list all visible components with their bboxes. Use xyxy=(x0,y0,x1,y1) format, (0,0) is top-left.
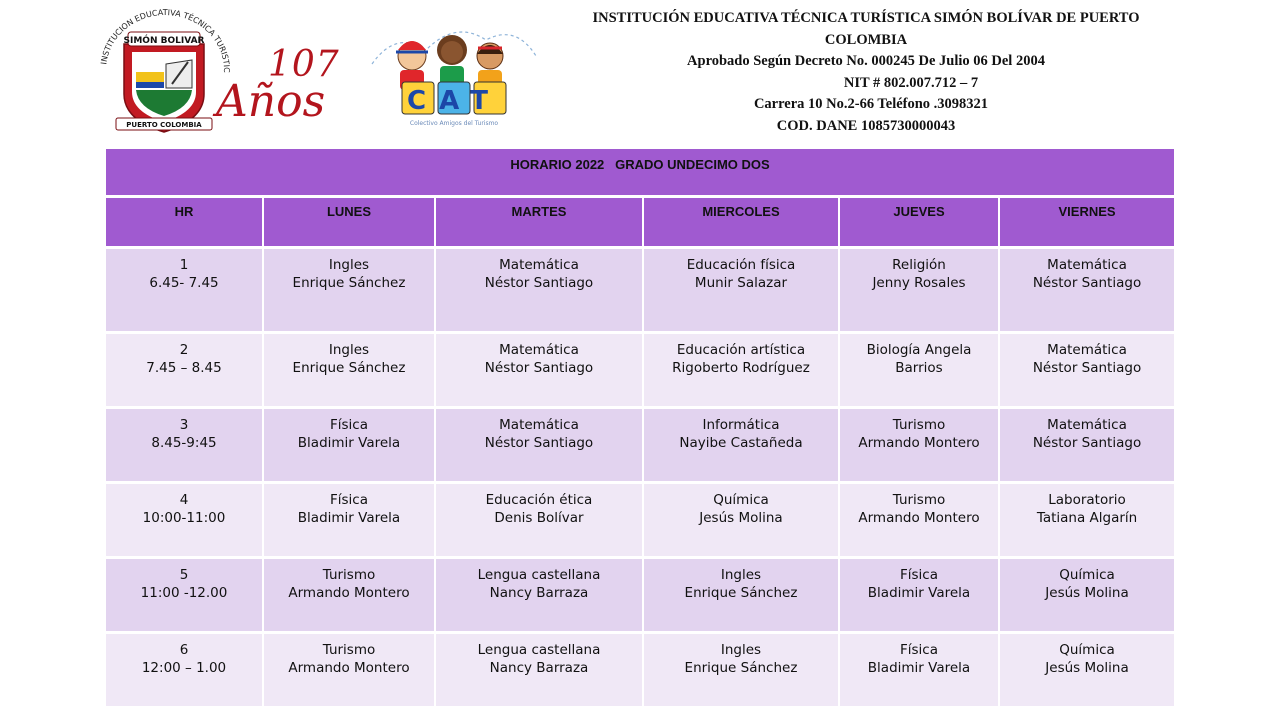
class-cell-martes xyxy=(436,559,642,631)
anniversary-word: Años xyxy=(216,76,326,127)
schedule-header-row xyxy=(106,198,1174,246)
subject-name: Biología Angela xyxy=(866,342,972,358)
class-cell-jueves xyxy=(840,249,998,331)
column-header-viernes: VIERNES xyxy=(1000,198,1174,246)
class-cell-viernes xyxy=(1000,634,1174,706)
teacher-name: Denis Bolívar xyxy=(494,510,584,526)
class-cell-miercoles xyxy=(644,334,838,406)
period-cell xyxy=(106,409,262,481)
subject-name: Matemática xyxy=(1047,417,1127,433)
class-cell-jueves xyxy=(840,634,998,706)
cat-tagline: Colectivo Amigos del Turismo xyxy=(409,120,499,127)
cat-emblem xyxy=(366,10,542,130)
class-cell-lunes xyxy=(264,249,434,331)
cat-logo xyxy=(366,10,542,130)
teacher-name: Néstor Santiago xyxy=(484,275,594,291)
period-cell xyxy=(106,334,262,406)
schedule-row xyxy=(106,559,1174,631)
class-cell-miercoles xyxy=(644,634,838,706)
subject-name: Ingles xyxy=(720,642,762,658)
teacher-name: Enrique Sánchez xyxy=(292,275,406,291)
period-time: 7.45 – 8.45 xyxy=(146,360,222,376)
subject-name: Lengua castellana xyxy=(477,642,601,658)
period-time: 12:00 – 1.00 xyxy=(141,660,227,676)
subject-name: Ingles xyxy=(328,257,370,273)
subject-name: Ingles xyxy=(328,342,370,358)
class-cell-martes xyxy=(436,334,642,406)
teacher-name: Jesús Molina xyxy=(1045,660,1129,676)
teacher-name: Nancy Barraza xyxy=(489,660,589,676)
teacher-name: Jesús Molina xyxy=(1045,585,1129,601)
period-time: 6.45- 7.45 xyxy=(149,275,219,291)
institution-dane: COD. DANE 1085730000043 xyxy=(776,117,956,134)
teacher-name: Rigoberto Rodríguez xyxy=(672,360,810,376)
teacher-name: Enrique Sánchez xyxy=(292,360,406,376)
class-cell-miercoles xyxy=(644,559,838,631)
school-shield-logo xyxy=(92,8,234,136)
institution-address: Carrera 10 No.2-66 Teléfono .3098321 xyxy=(753,96,989,112)
class-cell-lunes xyxy=(264,634,434,706)
teacher-name: Néstor Santiago xyxy=(1032,360,1142,376)
teacher-name: Néstor Santiago xyxy=(1032,275,1142,291)
class-cell-lunes xyxy=(264,409,434,481)
institution-name-line1: INSTITUCIÓN EDUCATIVA TÉCNICA TURÍSTICA SIMÓN BOLÍVAR DE PUERTO xyxy=(592,10,1140,26)
period-number: 6 xyxy=(179,642,189,658)
teacher-name: Néstor Santiago xyxy=(1032,435,1142,451)
period-cell xyxy=(106,559,262,631)
school-shield-emblem xyxy=(92,8,234,136)
class-cell-miercoles xyxy=(644,409,838,481)
subject-name: Ingles xyxy=(720,567,762,583)
shield-footer: PUERTO COLOMBIA xyxy=(126,121,202,129)
schedule-title-row xyxy=(106,149,1174,195)
schedule-row xyxy=(106,484,1174,556)
teacher-name: Enrique Sánchez xyxy=(684,660,798,676)
teacher-name: Nancy Barraza xyxy=(489,585,589,601)
subject-name: Matemática xyxy=(499,417,579,433)
teacher-name: Jesús Molina xyxy=(699,510,783,526)
column-header-miercoles: MIERCOLES xyxy=(644,198,838,246)
subject-name: Turismo xyxy=(892,492,946,508)
subject-name: Química xyxy=(1059,567,1115,583)
teacher-name: Bladimir Varela xyxy=(297,510,401,526)
subject-name: Matemática xyxy=(1047,257,1127,273)
teacher-name: Armando Montero xyxy=(288,585,410,601)
period-cell xyxy=(106,634,262,706)
teacher-name: Néstor Santiago xyxy=(484,360,594,376)
period-time: 11:00 -12.00 xyxy=(140,585,228,601)
shield-name: SIMÓN BOLIVAR xyxy=(123,36,205,46)
subject-name: Matemática xyxy=(499,342,579,358)
period-time: 8.45-9:45 xyxy=(151,435,217,451)
subject-name: Química xyxy=(1059,642,1115,658)
institution-info xyxy=(570,8,1162,137)
class-cell-viernes xyxy=(1000,484,1174,556)
schedule-row xyxy=(106,249,1174,331)
class-cell-martes xyxy=(436,249,642,331)
cat-letters: CAT xyxy=(407,86,501,116)
teacher-name: Munir Salazar xyxy=(694,275,788,291)
class-cell-martes xyxy=(436,409,642,481)
class-cell-jueves xyxy=(840,334,998,406)
institution-name-line2: COLOMBIA xyxy=(824,31,908,48)
subject-name: Religión xyxy=(892,257,946,273)
subject-name: Educación artística xyxy=(676,342,806,358)
teacher-name: Nayibe Castañeda xyxy=(679,435,803,451)
subject-name: Física xyxy=(900,567,938,583)
institution-decree: Aprobado Según Decreto No. 000245 De Julio 06 Del 2004 xyxy=(687,53,1045,69)
column-header-hr: HR xyxy=(106,198,262,246)
anniversary-logo xyxy=(216,44,342,132)
schedule-row xyxy=(106,334,1174,406)
class-cell-jueves xyxy=(840,484,998,556)
subject-name: Física xyxy=(900,642,938,658)
teacher-name: Armando Montero xyxy=(858,435,980,451)
period-time: 10:00-11:00 xyxy=(142,510,226,526)
subject-name: Turismo xyxy=(892,417,946,433)
class-cell-miercoles xyxy=(644,249,838,331)
class-cell-jueves xyxy=(840,559,998,631)
schedule-row xyxy=(106,409,1174,481)
shield-arc-text: INSTITUCION EDUCATIVA TÉCNICA TURISTIC xyxy=(99,8,232,73)
subject-name: Matemática xyxy=(1047,342,1127,358)
class-cell-martes xyxy=(436,634,642,706)
period-number: 5 xyxy=(179,567,189,583)
teacher-name: Bladimir Varela xyxy=(297,435,401,451)
subject-name: Turismo xyxy=(322,567,376,583)
class-cell-jueves xyxy=(840,409,998,481)
class-cell-viernes xyxy=(1000,334,1174,406)
subject-name: Física xyxy=(330,492,368,508)
class-cell-lunes xyxy=(264,484,434,556)
subject-name: Lengua castellana xyxy=(477,567,601,583)
subject-name: Turismo xyxy=(322,642,376,658)
teacher-name: Barrios xyxy=(895,360,943,376)
period-cell xyxy=(106,484,262,556)
class-cell-miercoles xyxy=(644,484,838,556)
class-cell-viernes xyxy=(1000,249,1174,331)
teacher-name: Bladimir Varela xyxy=(867,660,971,676)
teacher-name: Enrique Sánchez xyxy=(684,585,798,601)
class-cell-viernes xyxy=(1000,409,1174,481)
subject-name: Educación ética xyxy=(485,492,593,508)
schedule-title: HORARIO 2022 GRADO UNDECIMO DOS xyxy=(106,149,1174,195)
teacher-name: Néstor Santiago xyxy=(484,435,594,451)
schedule-row xyxy=(106,634,1174,706)
period-number: 3 xyxy=(179,417,189,433)
teacher-name: Armando Montero xyxy=(288,660,410,676)
column-header-martes: MARTES xyxy=(436,198,642,246)
subject-name: Matemática xyxy=(499,257,579,273)
teacher-name: Armando Montero xyxy=(858,510,980,526)
teacher-name: Tatiana Algarín xyxy=(1036,510,1138,526)
period-number: 1 xyxy=(179,257,189,273)
subject-name: Informática xyxy=(702,417,780,433)
column-header-lunes: LUNES xyxy=(264,198,434,246)
period-number: 2 xyxy=(179,342,189,358)
class-cell-lunes xyxy=(264,559,434,631)
subject-name: Laboratorio xyxy=(1048,492,1126,508)
class-cell-lunes xyxy=(264,334,434,406)
column-header-jueves: JUEVES xyxy=(840,198,998,246)
class-cell-martes xyxy=(436,484,642,556)
period-number: 4 xyxy=(179,492,189,508)
anniversary-number: 107 xyxy=(268,44,340,85)
subject-name: Física xyxy=(330,417,368,433)
class-cell-viernes xyxy=(1000,559,1174,631)
teacher-name: Jenny Rosales xyxy=(872,275,966,291)
schedule-table xyxy=(104,146,1176,709)
subject-name: Educación física xyxy=(686,257,796,273)
teacher-name: Bladimir Varela xyxy=(867,585,971,601)
period-cell xyxy=(106,249,262,331)
institution-nit: NIT # 802.007.712 – 7 xyxy=(843,74,979,91)
subject-name: Química xyxy=(713,492,769,508)
